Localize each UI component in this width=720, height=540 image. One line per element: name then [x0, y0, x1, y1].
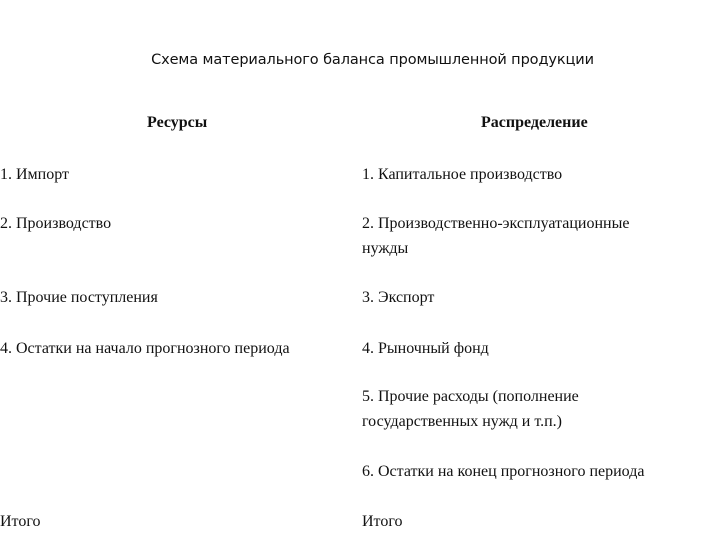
resource-total: Итого — [0, 513, 41, 530]
resource-item-other-receipts: 3. Прочие поступления — [0, 289, 158, 306]
resource-item-opening-stock: 4. Остатки на начало прогнозного периода — [0, 340, 290, 357]
resource-item-production: 2. Производство — [0, 215, 112, 232]
distribution-item-capital-production: 1. Капитальное производство — [362, 166, 563, 183]
distribution-item-export: 3. Экспорт — [362, 289, 435, 306]
distribution-item-operational-needs-cont: нужды — [362, 240, 409, 257]
distribution-total: Итого — [362, 513, 403, 530]
distribution-column-header: Распределение — [481, 114, 588, 131]
distribution-item-operational-needs: 2. Производственно-эксплуатационные — [362, 215, 630, 232]
page-title: Схема материального баланса промышленной продукции — [151, 52, 594, 68]
distribution-item-closing-stock: 6. Остатки на конец прогнозного периода — [362, 463, 645, 480]
resources-column-header: Ресурсы — [147, 114, 208, 131]
resource-item-import: 1. Импорт — [0, 166, 70, 183]
distribution-item-other-expenses-cont: государственных нужд и т.п.) — [362, 413, 563, 430]
distribution-item-other-expenses: 5. Прочие расходы (пополнение — [362, 388, 579, 405]
distribution-item-market-fund: 4. Рыночный фонд — [362, 340, 489, 357]
